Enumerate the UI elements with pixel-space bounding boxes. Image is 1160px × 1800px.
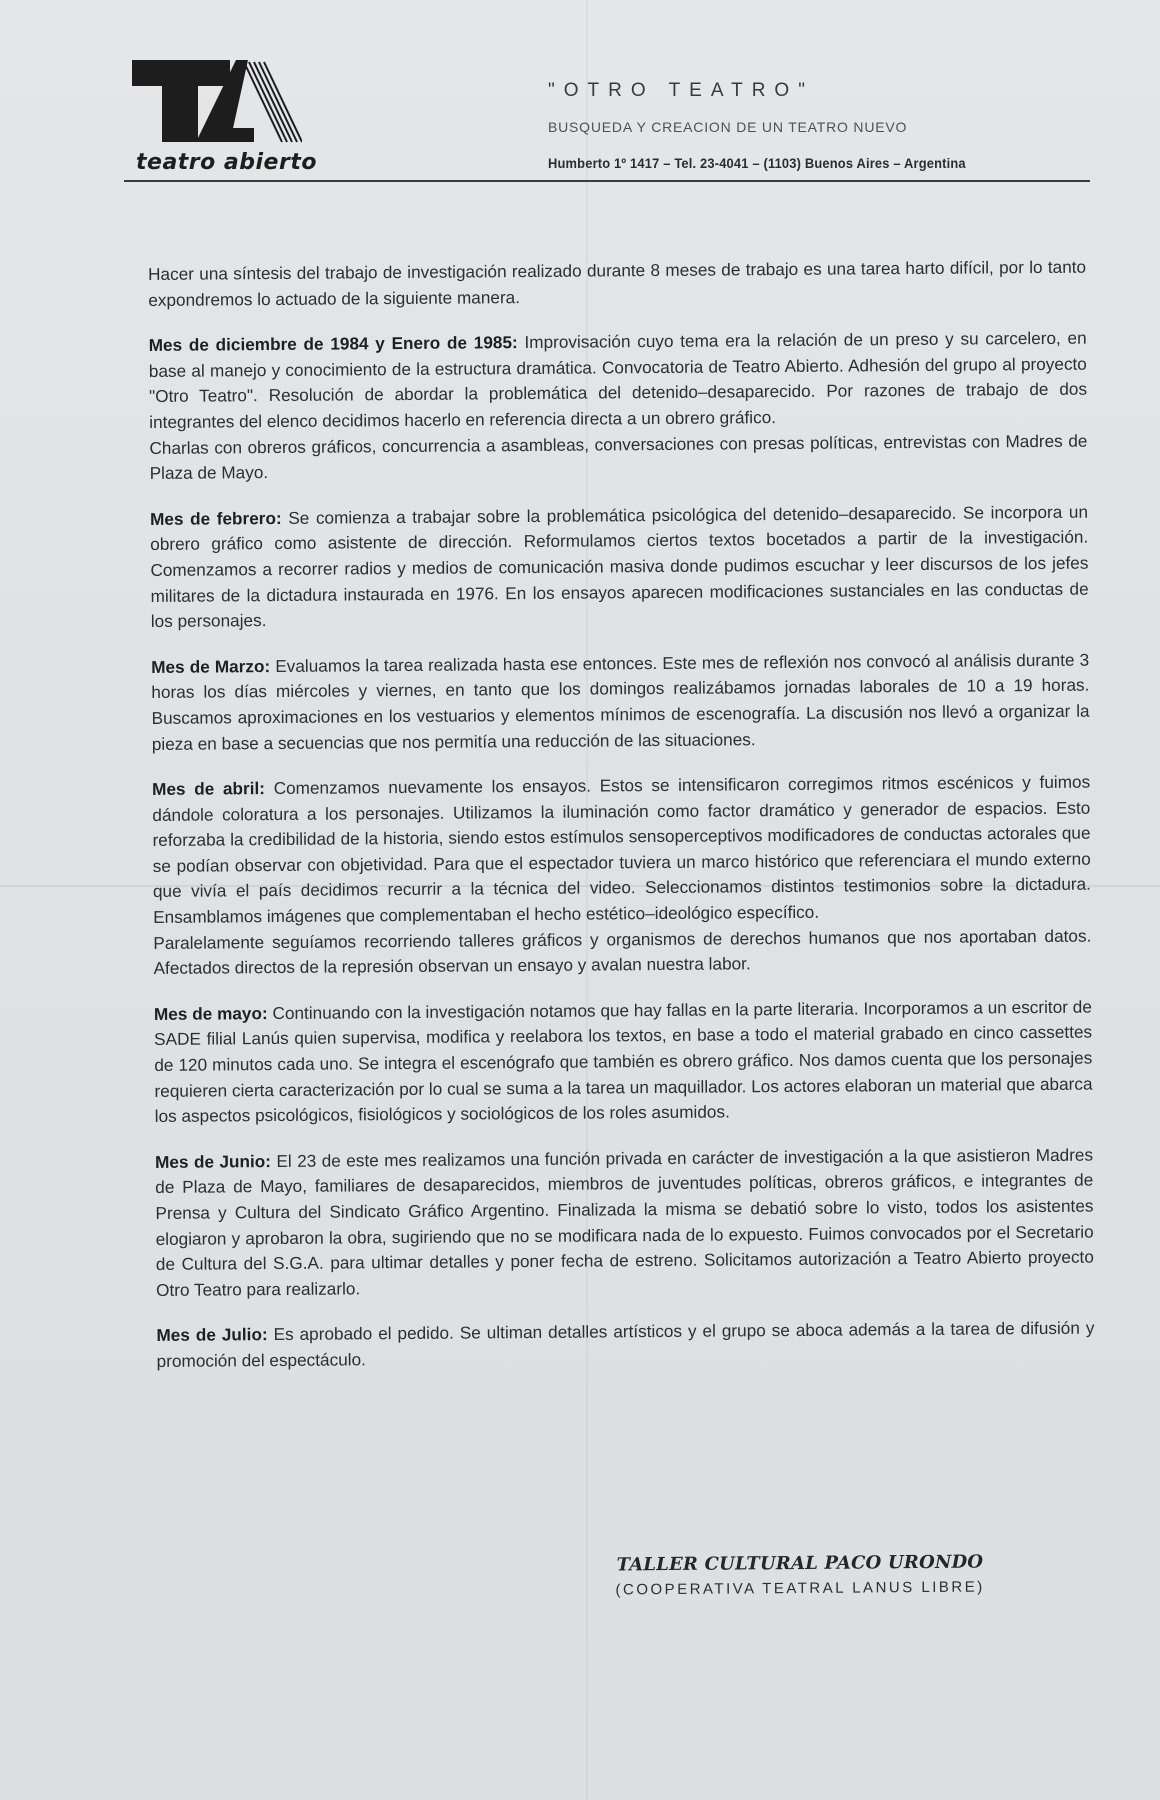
section-february — [150, 499, 1089, 634]
letterhead-subtitle: BUSQUEDA Y CREACION DE UN TEATRO NUEVO — [548, 119, 908, 135]
section-may — [154, 994, 1093, 1129]
section-march — [151, 647, 1090, 757]
section-label: Mes de Junio: — [154, 1150, 272, 1172]
section-label: Mes de febrero: — [149, 507, 282, 529]
section-december-january-extra: Charlas con obreros gráficos, concurrencia a asambleas, conversaciones con presas políticas, entrevistas con Madres de Plaza de Mayo. — [149, 430, 1088, 484]
intro-paragraph: Hacer una síntesis del trabajo de investigación realizado durante 8 meses de trabajo es una tarea harto difícil, por lo tanto expondremos lo actuado de la siguiente manera. — [148, 256, 1087, 310]
section-text: Comenzamos nuevamente los ensayos. Estos se intensificaron corregimos ritmos escénicos y fuimos dándole coloratura a los personajes. Utilizamos la iluminación como factor dramático y generador de espacios. Esto reforzaba la credibilidad de la historia, siendo estos estímulos sensoperceptivos modificadores de conductas actorales que se podían observar con objetividad. Para que el espectador tuviera un marco histórico que referenciara el mundo externo que vivía el país decidimos recurrir a la técnica del video. Seleccionamos distintos testimonios sobre la dictadura. Ensamblamos imágenes que complementaban el hecho estético–ideológico específico. — [152, 771, 1091, 928]
signature-organization: (COOPERATIVA TEATRAL LANUS LIBRE) — [615, 1578, 985, 1599]
section-text: Improvisación cuyo tema era la relación de un preso y su carcelero, en base al manejo y conocimiento de la estructura dramática. Convocatoria de Teatro Abierto. Adhesión del grupo al proyecto "Otro Teatro". Resolución de abordar la problemática del detenido–desaparecido. Por razones de trabajo de dos integrantes del elenco decidimos hacerlo en referencia directa a un obrero gráfico. — [148, 327, 1088, 432]
section-label: Mes de mayo: — [153, 1002, 268, 1024]
letterhead-title: "OTRO TEATRO" — [548, 80, 814, 101]
section-text: El 23 de este mes realizamos una función privada en carácter de investigación a la que asistieron Madres de Plaza de Mayo, familiares de desaparecidos, miembros de juventudes políticas, obreros gráficos, e integrantes de Prensa y Cultura del Sindicato Gráfico Argentino. Finalizada la misma se debatió sobre lo visto, todos los asistentes elogiaron y aprobaron la obra, sugiriendo que no se modificara nada de lo expuesto. Fuimos convocados por el Secretario de Cultura del S.G.A. para ultimar detalles y poner fecha de estreno. Solicitamos autorización a Teatro Abierto proyecto Otro Teatro para realizarlo. — [155, 1144, 1094, 1300]
letterhead-address: Humberto 1º 1417 – Tel. 23-4041 – (1103) Buenos Aires – Argentina — [548, 155, 966, 171]
section-text: Es aprobado el pedido. Se ultiman detalles artísticos y el grupo se aboca además a la tarea de difusión y promoción del espectáculo. — [156, 1317, 1095, 1371]
ta-logo-icon — [132, 58, 302, 150]
section-text: Se comienza a trabajar sobre la problemática psicológica del detenido–desaparecido. Se incorpora un obrero gráfico como asistente de dirección. Reformulamos ciertos textos bocetados a partir de la investigación. Comenzamos a recorrer radios y medios de comunicación masiva donde pudimos escuchar y leer discursos de los jefes militares de la dictadura instaurada en 1976. En los ensayos aparecen modificaciones sustanciales en las conductas de los personajes. — [150, 501, 1089, 632]
letterhead-divider — [124, 180, 1090, 182]
signature-block — [580, 1551, 1020, 1598]
section-label: Mes de abril: — [152, 778, 266, 800]
signature-name: TALLER CULTURAL PACO URONDO — [616, 1551, 984, 1576]
section-june — [155, 1142, 1094, 1303]
section-july — [156, 1316, 1094, 1375]
section-label: Mes de diciembre de 1984 y Enero de 1985: — [148, 332, 518, 356]
section-april-extra: Paralelamente seguíamos recorriendo talleres gráficos y organismos de derechos humanos que nos aportaban datos. Afectados directos de la represión observan un ensayo y avalan nuestra labor. — [153, 925, 1092, 979]
section-december-january — [149, 326, 1088, 436]
section-label: Mes de Julio: — [156, 1324, 268, 1346]
section-text: Continuando con la investigación notamos que hay fallas en la parte literaria. Incorporamos a un escritor de SADE filial Lanús quien supervisa, modifica y reelabora los textos, en base a todo el material grabado en cinco cassettes de 120 minutos cada uno. Se integra el escenógrafo que también es obrero gráfico. Nos damos cuenta que los personajes requieren cierta caracterización por lo cual se suma a la tarea un maquillador. Los actores elaboran un material que abarca los aspectos psicológicos, fisiológicos y sociológicos de los roles asumidos. — [154, 996, 1093, 1127]
logo-wordmark: teatro abierto — [136, 150, 317, 175]
section-label: Mes de Marzo: — [151, 655, 271, 677]
section-text: Evaluamos la tarea realizada hasta ese entonces. Este mes de reflexión nos convocó al análisis durante 3 horas los días miércoles y viernes, en tanto que los domingos realizábamos jornadas laborales de 10 a 19 horas. Buscamos aproximaciones en los vestuarios y elementos mínimos de escenografía. La discusión nos llevó a organizar la pieza en base a secuencias que nos permitía una reducción de las situaciones. — [151, 649, 1090, 754]
teatro-abierto-logo — [132, 58, 332, 178]
report-body — [148, 255, 1095, 1395]
section-april — [152, 770, 1091, 931]
